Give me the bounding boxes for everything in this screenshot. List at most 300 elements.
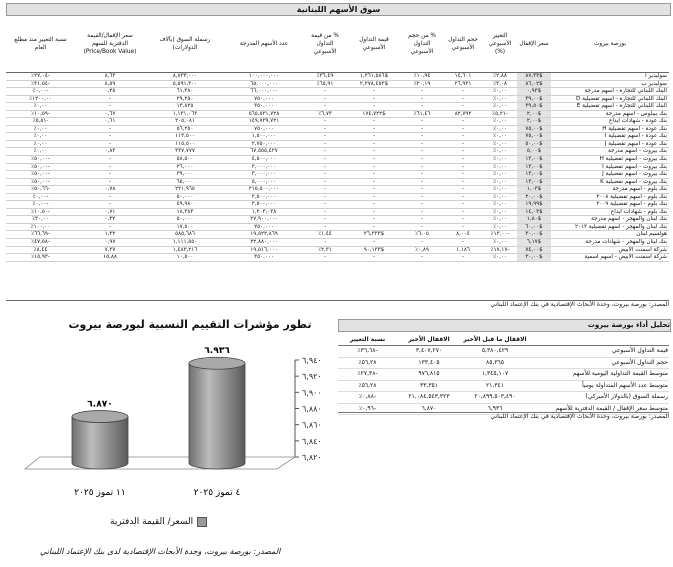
row-label: بنك بلوم - شهادات ايداع: [610, 208, 667, 215]
chart-legend: [110, 517, 207, 527]
table-cell: ٨٥,٣٦٥: [485, 358, 505, 366]
table-cell: ٠,٧٨: [104, 186, 116, 193]
table-cell: -: [108, 140, 112, 147]
table-cell: ٢٢١,٩٦٥: [175, 186, 195, 193]
table-cell: ٤,٥٠٠,٠٠٠: [251, 156, 277, 163]
table-cell: ١٠,٥٠٠: [176, 254, 194, 261]
table-cell: ٥,٣٨٠,٤٢٩: [481, 347, 509, 354]
table-cell: ٣٥٠,٠٠٠: [254, 103, 274, 110]
table-cell: -: [420, 239, 424, 246]
table-cell: ٢٦,٩٣١: [454, 80, 472, 87]
row-label: بنك لبنان والمهجر - شهادات مدرجة: [585, 239, 667, 246]
table-cell: -: [323, 178, 327, 185]
table-cell: $٣٠,٠٠: [517, 254, 551, 262]
table-row: [6, 156, 669, 164]
table-cell: ٠,٠٠٪: [493, 178, 507, 185]
table-cell: -١٠,٥٩٪: [31, 110, 50, 117]
table-cell: -: [108, 95, 112, 102]
table-cell: $٦,١٧: [517, 239, 551, 247]
table-cell: ٠,٠٠٪: [493, 156, 507, 163]
table-cell: -: [372, 133, 376, 140]
table-cell: -٥٠,٠٠٪: [31, 163, 50, 170]
table-cell: $٦٠,٠٠: [517, 223, 551, 231]
table-row: [6, 88, 669, 96]
table-cell: -: [372, 148, 376, 155]
table-cell: ١,٢٠٣,٠٣٨: [251, 208, 277, 215]
table-cell: -٠,٠٠٪: [32, 193, 49, 200]
table-cell: -: [420, 95, 424, 102]
table-cell: ٠,٦١: [104, 118, 116, 125]
table-cell: -: [108, 193, 112, 200]
market-table-source: المصدر: بورصة بيروت، وحدة الأبحاث الإقتصادية في بنك الإعتماد اللبناني: [6, 300, 669, 309]
header-cell: [529, 333, 669, 346]
table-row: [6, 118, 669, 126]
table-cell: ٠,٠٠٪: [493, 95, 507, 102]
table-cell: $٠,٩٣: [517, 88, 551, 96]
table-cell: ٠,٠٠٪: [33, 133, 48, 140]
chart-title: تطور مؤشرات التقييم النسبية لبورصة بيروت: [68, 318, 312, 331]
chart-floor: [25, 457, 295, 469]
table-cell: -: [323, 216, 327, 223]
header-cell: نسبة التغيير: [338, 333, 397, 346]
table-cell: -: [108, 163, 112, 170]
table-cell: -: [420, 125, 424, 132]
table-cell: ١,٤٤٪: [318, 231, 332, 238]
table-cell: ٠,٠٠٪: [493, 118, 507, 125]
table-cell: -: [372, 171, 376, 178]
table-cell: $٣٩,٠٠: [517, 95, 551, 103]
table-cell: -: [461, 95, 465, 102]
table-cell: -: [108, 133, 112, 140]
table-cell: -: [323, 148, 327, 155]
table-cell: ٧٥٠,٠٠٠: [254, 125, 274, 132]
table-cell: ١,١٣١,٠٦٣: [172, 110, 198, 117]
row-label: بنك عودة - أسهم تفضيلية I: [604, 133, 667, 140]
table-cell: $٢,٠٠: [517, 118, 551, 126]
table-cell: ١٧,٥٠٠: [176, 223, 194, 230]
table-cell: ١٢٠٠,٠٠٪: [29, 95, 52, 102]
table-cell: ١٤٩,٧٣٩,٧٢١: [248, 118, 280, 125]
y-tick-label: ٦,٨٤٠: [302, 436, 322, 446]
table-cell: ٠,٠٠٪: [493, 148, 507, 155]
table-cell: ١٠٠,٠٠٪: [30, 223, 51, 230]
table-cell: ٦١,٣٨٠: [176, 88, 194, 95]
bar: [72, 411, 128, 469]
row-label: بنك بلوم - أسهم تفضيلية ٢٠٠٩: [596, 201, 667, 208]
table-cell: -: [372, 254, 376, 261]
table-row: [6, 163, 669, 171]
table-cell: ١٣٣,٤٠٥: [418, 358, 440, 366]
row-label: بنك بيروت - أسهم تفضيلية I: [602, 163, 667, 170]
table-cell: ٠,٧١: [104, 208, 116, 215]
table-cell: -: [461, 148, 465, 155]
table-cell: ٢٩,٢٥٠: [176, 95, 194, 102]
table-cell: -: [461, 216, 465, 223]
table-cell: -: [461, 163, 465, 170]
table-cell: ١١٢,٥٠٠: [175, 133, 195, 140]
row-label: بنك بلوم - أسهم تفضيلية ٢٠٠٨: [596, 193, 667, 200]
table-cell: -٥٠,٦٦٪: [31, 186, 50, 193]
table-cell: ٨٢,٧٩٢: [454, 110, 472, 117]
market-table-header: [6, 16, 669, 73]
table-cell: $١,٢٦١,٥٨٦: [359, 73, 389, 79]
table-cell: ٠,٠٠٪: [493, 193, 507, 200]
table-cell: -: [420, 171, 424, 178]
table-cell: -: [108, 171, 112, 178]
table-cell: -: [372, 140, 376, 147]
table-cell: -: [461, 140, 465, 147]
row-label: هولسيم لبنان: [636, 231, 667, 238]
table-cell: ٠,٨٩٪: [415, 246, 429, 253]
table-cell: ٣٥٠,٠٠٠: [254, 254, 274, 261]
table-cell: ٢٢,٨٨٠,٠٠٠: [250, 239, 278, 246]
table-row: [6, 103, 669, 111]
header-cell: % من قيمة التداول الأسبوعي: [303, 16, 347, 73]
table-cell: -: [461, 201, 465, 208]
table-row: [6, 171, 669, 179]
table-cell: $١٤,٠٣: [517, 208, 551, 216]
table-row: [338, 369, 669, 381]
valuation-chart: [20, 345, 340, 510]
table-cell: -: [420, 193, 424, 200]
table-cell: -: [372, 216, 376, 223]
table-cell: ١١٥,٥٠٠: [175, 140, 195, 147]
table-cell: ٣,٤٠٧,٢٧٠: [415, 347, 443, 354]
table-cell: -: [372, 223, 376, 230]
performance-table-header: [338, 333, 669, 346]
table-cell: ١٤,٦٠١: [454, 73, 472, 79]
table-cell: $١,٠٣: [517, 186, 551, 194]
y-tick-label: ٦,٨٢٠: [302, 453, 322, 462]
table-cell: -: [108, 223, 112, 230]
table-cell: -: [323, 201, 327, 208]
table-cell: ٠,٠٠٪: [493, 239, 507, 246]
header-cell: سعر الإقفال/القيمة الدفترية للسهم (Price/Book Value): [75, 16, 145, 73]
table-cell: -: [420, 148, 424, 155]
table-cell: ٨,٤٤٪: [33, 246, 48, 253]
table-cell: -: [323, 88, 327, 95]
table-cell: ٥,٠٠٠,٠٠٠: [251, 178, 277, 185]
table-cell: -٤٧,٥٨٪: [31, 239, 50, 246]
table-row: [338, 346, 669, 358]
table-cell: ٥٦,٢٨٪: [358, 381, 377, 389]
table-row: [6, 216, 669, 224]
table-cell: -: [420, 178, 424, 185]
table-cell: -: [372, 163, 376, 170]
table-cell: ٦٥,٠٠٠,٠٠٠: [250, 80, 278, 87]
table-cell: -: [323, 156, 327, 163]
table-row: [338, 357, 669, 369]
table-cell: -: [323, 103, 327, 110]
table-cell: $٧٥,٠٠: [517, 125, 551, 133]
row-label: بنك عودة - شهادات ايداع: [609, 118, 667, 125]
table-cell: ٤٩,٩٨٠: [176, 201, 194, 208]
row-label: البنك اللبناني للتجارة - أسهم تفضيلية E: [576, 103, 667, 110]
row-label: بنك بيبلوس - أسهم مدرجة: [605, 110, 667, 117]
table-cell: ٧,٣٧: [104, 246, 116, 253]
table-cell: -: [323, 140, 327, 147]
table-row: [6, 148, 669, 156]
performance-table-source: المصدر: بورصة بيروت، وحدة الأبحاث الإقتصادية في بنك الإعتماد اللبناني: [338, 412, 669, 421]
table-cell: ٨,٧٣٣,٠٠٠: [172, 73, 198, 79]
table-cell: ٥,٥٩١,٣٠٠: [172, 80, 198, 87]
table-cell: ٣٣٧,٧٧٧: [175, 148, 195, 155]
table-cell: -: [420, 156, 424, 163]
table-cell: -: [372, 208, 376, 215]
table-cell: ١,١١١,٥٥٠: [172, 239, 198, 246]
table-row: [6, 125, 669, 133]
table-row: [6, 246, 669, 254]
table-cell: -: [372, 186, 376, 193]
row-label: بنك بيروت - أسهم تفضيلية J: [602, 171, 667, 178]
table-cell: ٦,٩٣٦: [487, 404, 503, 412]
table-cell: ٢٠٥,٠٨١: [175, 118, 195, 125]
table-cell: ٦,٧٣٪: [318, 110, 332, 117]
row-label: رسملة السوق (بالدولار الأميركي): [585, 393, 668, 400]
y-tick-label: ٦,٩٤٠: [302, 356, 322, 365]
table-cell: ٠,٨٣: [104, 148, 116, 155]
table-cell: $١٣,٠٠: [517, 178, 551, 186]
market-table-title: سوق الأسهم اللبنانية: [6, 3, 671, 16]
table-cell: ٦٧,٥٥٥,٤٢٧: [250, 148, 278, 155]
table-cell: -: [420, 163, 424, 170]
table-row: [6, 239, 669, 247]
row-label: بنك بيروت - أسهم مدرجة: [607, 148, 667, 155]
table-cell: ١,٥٠٠,٠٠٠: [251, 133, 277, 140]
table-cell: -: [461, 223, 465, 230]
table-cell: -٥٠,٠٠٪: [31, 156, 50, 163]
table-cell: -: [461, 208, 465, 215]
bar-value-label: ٦.٨٧٠: [87, 399, 113, 410]
table-cell: $١٧٤,٧٢٢: [362, 110, 386, 117]
table-cell: -: [420, 223, 424, 230]
table-cell: ٠,٠٠٪: [493, 88, 507, 95]
y-tick-label: ٦,٨٨٠: [302, 404, 322, 414]
table-cell: ١,١٨٦: [456, 246, 470, 253]
table-cell: ٥٠,٠٠٠: [176, 216, 194, 223]
table-cell: -٠,٨٨٪: [359, 393, 376, 400]
table-cell: ٣,٠٠٠,٠٠٠: [251, 171, 277, 178]
table-cell: -٥,٢١٪: [492, 110, 508, 117]
chart-source: المصدر: بورصة بيروت، وحدة الأبحاث الإقتصادية لدى بنك الإعتماد اللبناني: [40, 547, 281, 556]
table-row: [6, 186, 669, 194]
header-cell: نسبة التغيير منذ مطلع العام: [6, 16, 75, 73]
table-cell: $٢,٠٠: [517, 110, 551, 118]
table-cell: ٣٦,٤٩٪: [316, 73, 334, 79]
table-row: [6, 208, 669, 216]
table-cell: $٨٦,٠٢: [517, 80, 551, 88]
table-cell: $٣٩,٥٠: [517, 103, 551, 111]
table-cell: ٠,٠٠٪: [493, 133, 507, 140]
table-cell: -١٣,٠٠٪: [490, 231, 510, 238]
table-cell: ٠,٢٥: [104, 88, 116, 95]
table-cell: -٠,٩٦٪: [359, 404, 376, 412]
header-cell: بورصة بيروت: [551, 16, 669, 73]
table-cell: ٠,٠٠٪: [493, 223, 507, 230]
table-cell: ٢٧,٩٠٠,٠٠٠: [250, 216, 278, 223]
table-cell: ٦٥,٠٠٠: [176, 178, 194, 185]
table-cell: ٠,٠٠٪: [493, 186, 507, 193]
table-cell: -: [420, 133, 424, 140]
table-cell: ٢٥٠,٠٠٠: [254, 223, 274, 230]
table-cell: ٠,٠٠٪: [493, 171, 507, 178]
y-tick-label: ٦,٩٠٠: [302, 388, 322, 398]
table-cell: -: [372, 178, 376, 185]
y-tick-label: ٦,٩٢٠: [302, 372, 322, 382]
table-row: [6, 110, 669, 118]
table-cell: -: [461, 88, 465, 95]
table-cell: -: [323, 95, 327, 102]
table-cell: $١,٨٠: [517, 216, 551, 224]
x-tick-label: ١١ تموز ٢٠٢٥: [74, 488, 126, 498]
table-cell: -: [461, 133, 465, 140]
table-cell: -: [461, 178, 465, 185]
table-cell: ١٠٠,٠٠٠,٠٠٠: [248, 73, 280, 79]
performance-table: [338, 333, 669, 415]
table-cell: -: [420, 208, 424, 215]
table-cell: -١٠,٥٠٪: [31, 208, 50, 215]
table-cell: ٠,٩٧: [104, 239, 116, 246]
table-cell: ٢,٠٠٠,٠٠٠: [251, 163, 277, 170]
table-cell: ٢,٥٠٠,٠٠٠: [251, 201, 277, 208]
table-cell: -: [420, 254, 424, 261]
bar-value-label: ٦.٩٣٦: [204, 346, 230, 357]
table-cell: -: [372, 193, 376, 200]
table-cell: $٨٧,٣٣: [517, 73, 551, 81]
table-cell: ٦,٨٧٠: [421, 404, 437, 412]
table-cell: -: [323, 133, 327, 140]
table-cell: -: [323, 223, 327, 230]
bar: [189, 357, 245, 469]
table-cell: ٠,٣٢: [104, 216, 116, 223]
table-cell: -: [461, 125, 465, 132]
table-cell: -: [323, 171, 327, 178]
table-row: [6, 95, 669, 103]
header-cell: التغيير الأسبوعي (%): [483, 16, 517, 73]
table-row: [338, 392, 669, 404]
table-cell: ١٩,٥١٦,٠٠٠: [250, 246, 278, 253]
row-label: شركة اسمنت الأبيض - اسهم اسمية: [584, 254, 667, 261]
table-cell: ٦,٠٥٪: [415, 231, 429, 238]
header-cell: سعر الإقفال: [517, 16, 551, 73]
row-label: بنك بيروت - أسهم تفضيلية H: [599, 156, 667, 163]
table-cell: -: [461, 186, 465, 193]
header-cell: قيمة التداول الأسبوعي: [347, 16, 401, 73]
table-cell: ٢١٥,٥٠٠,٠٠٠: [248, 186, 280, 193]
table-cell: -: [420, 118, 424, 125]
table-cell: -: [108, 156, 112, 163]
table-cell: -: [420, 88, 424, 95]
x-tick-label: ٤ تموز ٢٠٢٥: [193, 488, 241, 498]
performance-table-title: تحليل أداء بورصة بيروت: [338, 319, 671, 332]
table-row: [6, 73, 669, 81]
table-row: [338, 380, 669, 392]
table-cell: ٢٠,٨٩٩,٥٠٣,٤٩٠: [474, 393, 516, 400]
table-cell: ٨,٥٩: [104, 80, 116, 87]
table-cell: -٥٠,٠٠٪: [31, 171, 50, 178]
table-cell: ٦٥,٩١٪: [316, 80, 334, 87]
table-cell: -٠,٠٠٪: [32, 88, 49, 95]
row-label: شركة اسمنت الأبيض: [618, 246, 667, 253]
table-cell: ٠,٠٠٪: [493, 216, 507, 223]
table-cell: ١٠,٩٤٪: [413, 73, 431, 79]
table-cell: ٠,٠٠٪: [33, 140, 48, 147]
row-label: البنك اللبناني للتجارة - أسهم مدرجة: [584, 88, 667, 95]
table-cell: -: [420, 216, 424, 223]
table-cell: -٣٦,٦٨٪: [357, 347, 378, 354]
table-cell: -: [461, 254, 465, 261]
header-cell: حجم التداول الأسبوعي: [443, 16, 483, 73]
row-label: متوسط القيمة التداولية اليومية للأسهم: [572, 370, 668, 377]
table-cell: ٥٦,٢٥٠: [176, 125, 194, 132]
table-row: [6, 223, 669, 231]
table-cell: -١٥,٩٣٪: [31, 254, 50, 261]
table-cell: ٢١,٣٤١: [485, 381, 505, 389]
header-cell: الاقفال الأخير: [397, 333, 461, 346]
table-cell: ٣٩,٠٠٠: [176, 171, 194, 178]
table-row: [6, 178, 669, 186]
table-cell: ٥٨,٥٠٠: [176, 156, 194, 163]
table-cell: ٠,٠٠٪: [33, 148, 48, 155]
table-cell: -: [461, 171, 465, 178]
row-label: بنك عودة - أسهم تفضيلية H: [602, 125, 667, 132]
table-cell: ٢٠,١٩٪: [413, 80, 431, 87]
table-cell: $٢٠,٠٠: [517, 193, 551, 201]
table-cell: ٨,٦٣: [104, 73, 116, 79]
table-cell: -٢٧,٣٨٪: [357, 370, 378, 377]
header-cell: الاقفال ما قبل الأخير: [461, 333, 529, 346]
table-cell: -: [108, 103, 112, 110]
table-cell: -: [108, 201, 112, 208]
row-label: بنك بيروت - أسهم تفضيلية K: [600, 178, 667, 185]
table-cell: -: [323, 118, 327, 125]
y-tick-label: ٦,٨٦٠: [302, 420, 322, 430]
table-row: [6, 231, 669, 239]
table-cell: ٦٦,٠٠٠,٠٠٠: [250, 88, 278, 95]
table-row: [6, 140, 669, 148]
row-label: سوليدير ب: [641, 80, 667, 87]
table-cell: ٠,٠٠٪: [493, 201, 507, 208]
row-label: متوسط سعر الإقفال / القيمة الدفترية للأسهم: [555, 404, 668, 412]
table-cell: -٠,٠٠٪: [32, 201, 49, 208]
table-row: [6, 201, 669, 209]
legend-label: السعر/ القيمة الدفترية: [110, 517, 194, 527]
table-cell: -٥٠,٠٠٪: [31, 178, 50, 185]
table-row: [6, 133, 669, 141]
table-cell: ٠,٠٠٪: [493, 163, 507, 170]
table-cell: -: [323, 163, 327, 170]
table-cell: -: [372, 125, 376, 132]
table-cell: -: [372, 156, 376, 163]
table-cell: ١٩,٥٢٢,٨٦٩: [250, 231, 278, 238]
table-cell: $٢٦,٣٣٣: [363, 231, 385, 238]
table-cell: ٠,٠٠٪: [493, 103, 507, 110]
table-cell: $٧٤,٠٠: [517, 246, 551, 254]
table-cell: ٢,٧٥٠,٠٠٠: [251, 140, 277, 147]
header-cell: رسملة السوق (بآلاف الدولارات): [145, 16, 225, 73]
table-cell: -: [323, 186, 327, 193]
table-cell: -: [372, 88, 376, 95]
table-cell: $٩٠,١٣٣: [363, 246, 385, 253]
row-label: بنك لبنان والمهجر - أسهم تفضيلية ٢٠١٣: [574, 223, 667, 230]
table-cell: -: [372, 201, 376, 208]
table-row: [6, 193, 669, 201]
table-cell: -: [461, 103, 465, 110]
table-cell: -١٧,١٧٪: [490, 246, 510, 253]
table-cell: -٢٧,٠٤٪: [31, 73, 50, 79]
table-cell: -٣١,٥٤٪: [31, 80, 50, 87]
table-cell: ٥٨٥,٦٨٦: [175, 231, 195, 238]
